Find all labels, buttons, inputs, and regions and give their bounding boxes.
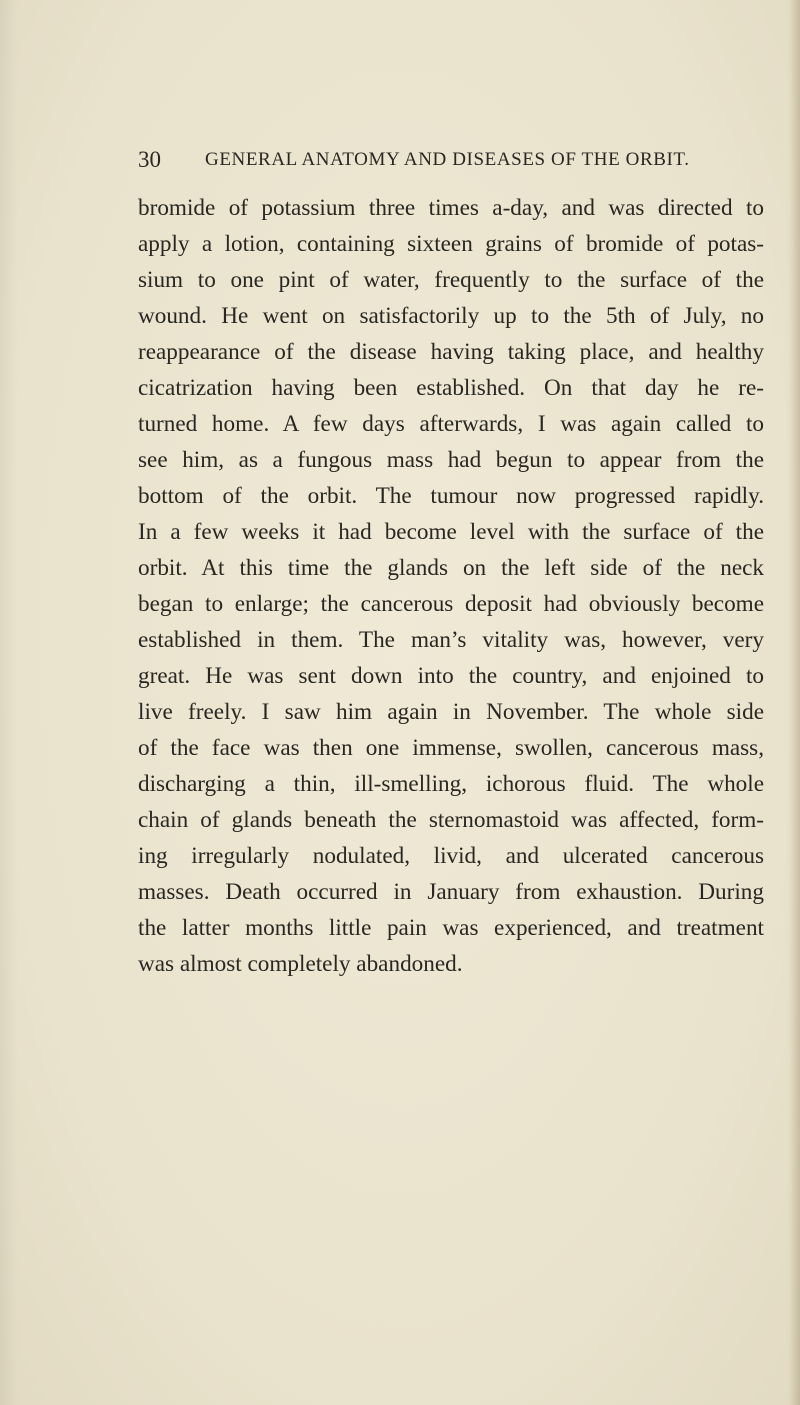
text-line: cicatrization having been established. On that day he re- — [138, 375, 764, 401]
text-line: great. He was sent down into the country, and enjoined to — [138, 663, 764, 689]
text-line: the latter months little pain was experienced, and treatment — [138, 915, 764, 941]
page-edge-shadow — [790, 0, 800, 1405]
text-line: In a few weeks it had become level with the surface of the — [138, 519, 764, 545]
text-line: see him, as a fungous mass had begun to appear from the — [138, 447, 764, 473]
text-line: live freely. I saw him again in November. The whole side — [138, 699, 764, 725]
running-head — [138, 146, 698, 174]
text-line: established in them. The man’s vitality was, however, very — [138, 627, 764, 653]
text-line: turned home. A few days afterwards, I was again called to — [138, 411, 764, 437]
text-line: wound. He went on satisfactorily up to the 5th of July, no — [138, 303, 764, 329]
text-line: reappearance of the disease having taking place, and healthy — [138, 339, 764, 365]
text-line: apply a lotion, containing sixteen grains of bromide of potas- — [138, 231, 764, 257]
page-number: 30 — [138, 147, 161, 172]
text-line: chain of glands beneath the sternomastoid was affected, form- — [138, 807, 764, 833]
text-line: sium to one pint of water, frequently to the surface of the — [138, 267, 764, 293]
running-title: GENERAL ANATOMY AND DISEASES OF THE ORBIT. — [205, 149, 690, 170]
text-line: bottom of the orbit. The tumour now progressed rapidly. — [138, 483, 764, 509]
text-line: began to enlarge; the cancerous deposit had obviously become — [138, 591, 764, 617]
text-line: orbit. At this time the glands on the left side of the neck — [138, 555, 764, 581]
text-line: discharging a thin, ill-smelling, ichorous fluid. The whole — [138, 771, 764, 797]
body-paragraph — [138, 190, 764, 982]
text-line: bromide of potassium three times a-day, and was directed to — [138, 195, 764, 221]
text-line: was almost completely abandoned. — [138, 951, 463, 977]
text-line: of the face was then one immense, swollen, cancerous mass, — [138, 735, 764, 761]
text-line: ing irregularly nodulated, livid, and ulcerated cancerous — [138, 843, 764, 869]
text-line: masses. Death occurred in January from exhaustion. During — [138, 879, 764, 905]
